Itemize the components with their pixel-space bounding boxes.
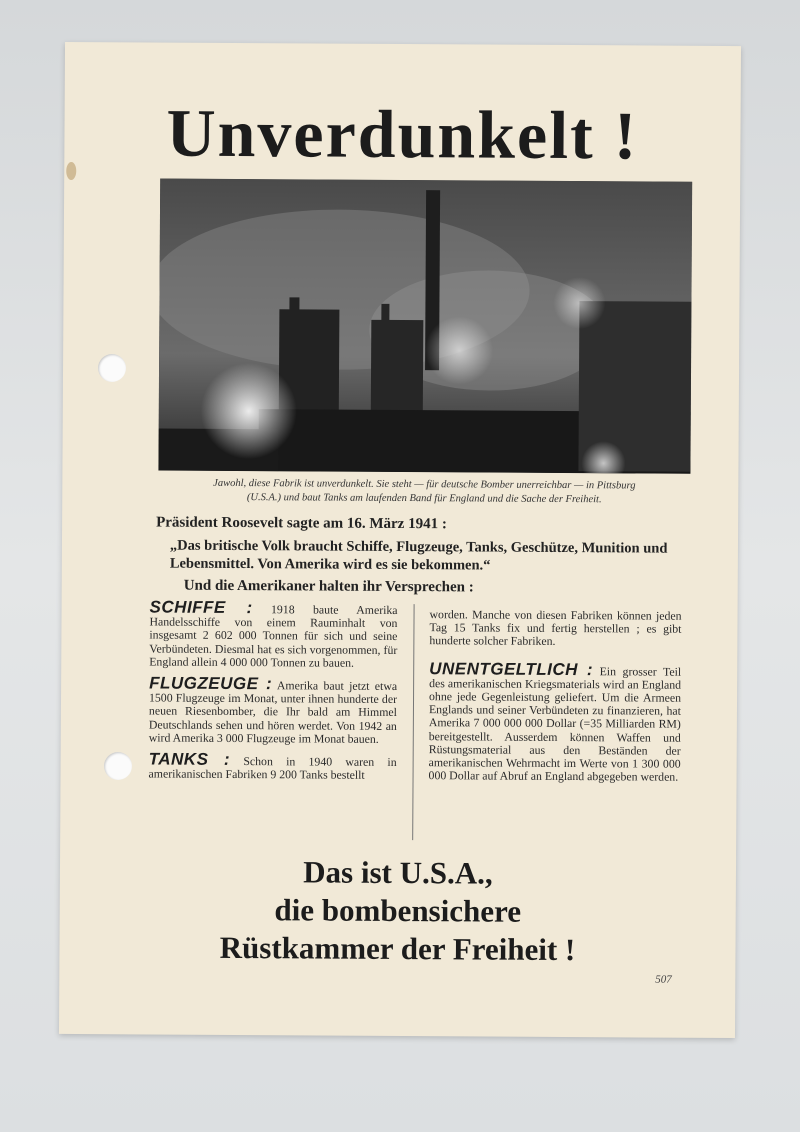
unentgeltlich-heading: UNENTGELTLICH : <box>429 658 594 679</box>
unentgeltlich-text: Ein grosser Teil des amerikanischen Kriegsmaterials wird an England ohne jede Gegenleistung geliefert. Um die Armeen Englands und seiner Verbündeten zu finanzieren, hat Amerika 7 000 000 000 Dollar (=35 Milliarden RM) bereitgestellt. Ausserdem können Waffen und Rüstungsmaterial aus den Beständen der amerikanischen Wehrmacht im Werte von 1 300 000 000 Dollar auf Abruf an England abgegeben werden. <box>428 663 682 784</box>
photo-caption <box>158 477 690 508</box>
closing-slogan <box>59 852 736 970</box>
section-unentgeltlich <box>428 658 682 784</box>
factory-photo <box>158 179 692 474</box>
leaflet-code-number: 507 <box>655 973 672 986</box>
caption-line-2: (U.S.A.) und baut Tanks am laufenden Band für England und die Sache der Freiheit. <box>246 492 602 506</box>
closing-line-1: Das ist U.S.A., <box>303 854 493 891</box>
closing-line-2: die bombensichere <box>274 892 522 929</box>
flugzeuge-text: Amerika baut jetzt etwa 1500 Flugzeuge im Monat, unter ihnen hunderte der neuen Riesenbomber, die Ihr bald am Himmel Deutschlands sehen und hören werdet. Von 1942 an wird Amerika 3 000 Flugzeuge im Monat bauen. <box>148 678 398 746</box>
schiffe-text: 1918 baute Amerika Handelsschiffe von einem Rauminhalt von insgesamt 2 602 000 Tonnen für sich und seine Verbündeten. Diesmal hat es sich vorgenommen, für England allein 4 000 000 Tonnen zu bauen. <box>149 602 398 670</box>
tanks-continuation: worden. Manche von diesen Fabriken können jeden Tag 15 Tanks fix und fertig herstellen ; es gibt hunderte solcher Fabriken. <box>429 607 682 649</box>
section-schiffe <box>149 597 398 670</box>
right-column <box>428 608 681 792</box>
caption-line-1: Jawohl, diese Fabrik ist unverdunkelt. Sie steht — für deutsche Bomber unerreichbar — in Pittsburg <box>213 477 636 492</box>
quote-outro: Und die Amerikaner halten ihr Versprechen : <box>183 577 474 596</box>
headline: Unverdunkelt ! <box>166 94 639 174</box>
left-column <box>148 597 398 790</box>
schiffe-heading: SCHIFFE : <box>149 597 253 618</box>
leaflet-page <box>59 42 741 1038</box>
roosevelt-quote: „Das britische Volk braucht Schiffe, Flugzeuge, Tanks, Geschütze, Munition und Lebensmittel. Von Amerika wird es sie bekommen.“ <box>169 537 668 574</box>
punch-hole-top <box>98 354 126 382</box>
column-divider <box>412 604 414 840</box>
quote-intro: Präsident Roosevelt sagte am 16. März 1941 : <box>156 514 447 533</box>
flugzeuge-heading: FLUGZEUGE : <box>149 673 273 694</box>
tanks-text: Schon in 1940 waren in amerikanischen Fabriken 9 200 Tanks bestellt <box>148 754 397 783</box>
tanks-heading: TANKS : <box>148 749 231 769</box>
section-flugzeuge <box>148 673 398 746</box>
closing-line-3: Rüstkammer der Freiheit ! <box>219 929 576 968</box>
section-tanks <box>148 749 397 783</box>
punch-hole-bottom <box>104 752 132 780</box>
